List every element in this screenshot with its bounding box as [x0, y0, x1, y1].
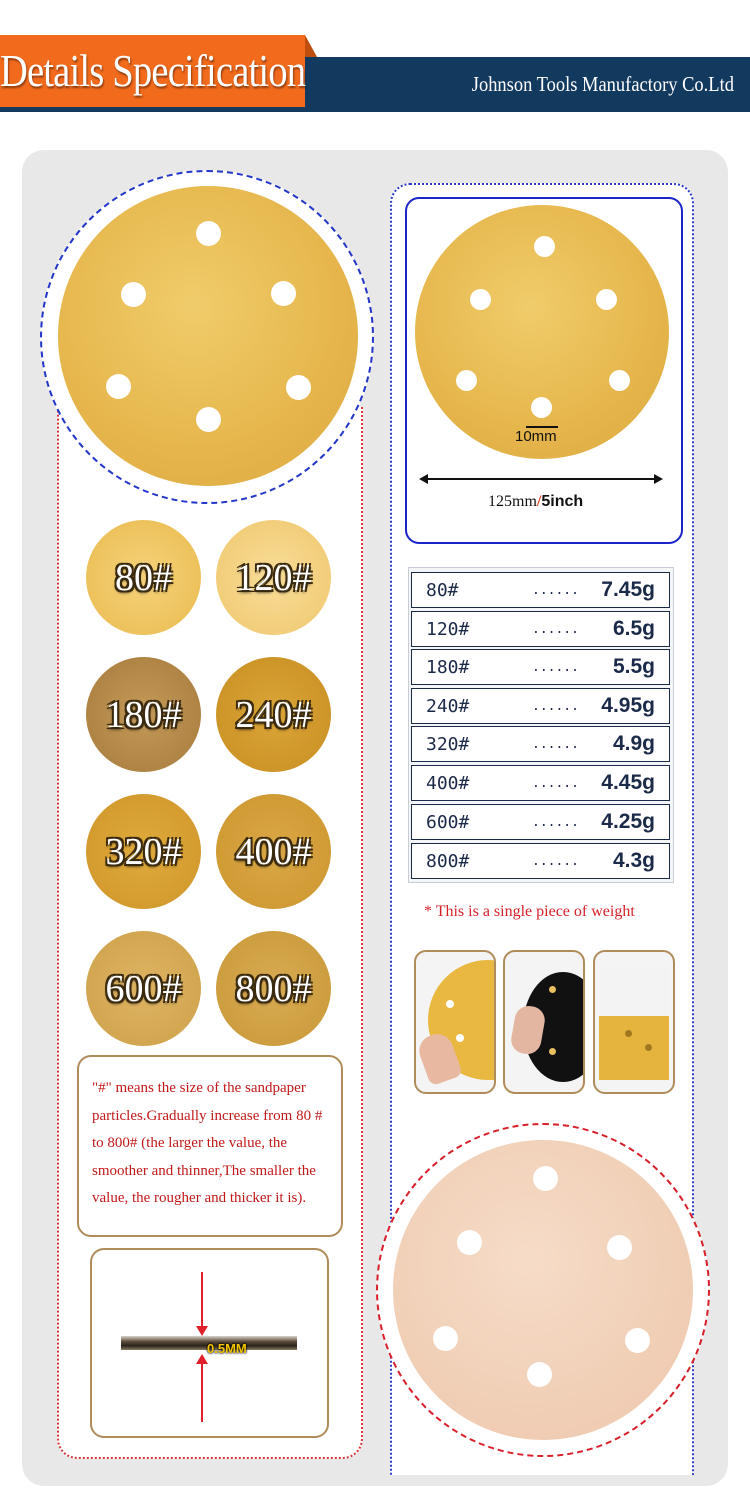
table-row — [411, 572, 670, 608]
weight-value: 4.9g — [612, 732, 655, 755]
disc-hole — [456, 1034, 464, 1042]
page-title: Details Specification — [0, 46, 306, 96]
disc-hole — [531, 397, 552, 418]
grit-swatch-240 — [216, 657, 331, 772]
weight-value: 4.25g — [601, 810, 655, 833]
weight-dots: ...... — [532, 582, 579, 598]
weight-dots: ...... — [532, 853, 579, 869]
diameter-mm: 125mm — [488, 493, 537, 510]
disc-hole — [645, 1044, 652, 1051]
table-row — [411, 688, 670, 724]
disc-hole — [625, 1030, 632, 1037]
photo-gold-stack — [599, 1016, 669, 1080]
grit-label: 120# — [235, 556, 312, 599]
diameter-label — [488, 493, 583, 511]
disc-hole — [456, 370, 477, 391]
grit-swatch-180 — [86, 657, 201, 772]
grit-label: 400# — [235, 830, 312, 873]
grit-swatch-800 — [216, 931, 331, 1046]
weight-value: 4.45g — [601, 771, 655, 794]
grit-swatch-80 — [86, 520, 201, 635]
weight-value: 5.5g — [612, 655, 655, 678]
table-row — [411, 843, 670, 879]
disc-hole — [549, 1048, 556, 1055]
arrow-right-icon — [654, 474, 663, 484]
disc-hole — [106, 374, 131, 399]
product-photo-backside — [503, 950, 585, 1094]
disc-hole — [446, 1000, 454, 1008]
weight-dots: ...... — [532, 736, 579, 752]
weight-grit: 800# — [426, 850, 470, 872]
arrow-left-icon — [419, 474, 428, 484]
disc-hole — [470, 289, 491, 310]
grit-label: 80# — [115, 556, 172, 599]
table-row — [411, 765, 670, 801]
disc-hole — [596, 289, 617, 310]
diameter-inch: 5inch — [541, 493, 584, 510]
company-name: Johnson Tools Manufactory Co.Ltd — [471, 72, 734, 96]
weight-dots: ...... — [532, 814, 579, 830]
disc-hole — [549, 986, 556, 993]
header-tab-fold — [305, 35, 317, 57]
weight-grit: 600# — [426, 811, 470, 833]
disc-hole — [286, 375, 311, 400]
disc-hole — [196, 221, 221, 246]
pink-disc-image — [393, 1140, 693, 1440]
weight-grit: 120# — [426, 618, 470, 640]
disc-hole — [121, 282, 146, 307]
grit-swatch-320 — [86, 794, 201, 909]
disc-hole — [609, 370, 630, 391]
weight-dots: ...... — [532, 698, 579, 714]
table-row — [411, 649, 670, 685]
weight-value: 6.5g — [612, 617, 655, 640]
product-photo-stack — [593, 950, 675, 1094]
arrow-down-icon — [196, 1326, 208, 1336]
weight-note: * This is a single piece of weight — [424, 903, 635, 920]
header-tab — [0, 35, 305, 107]
grit-label: 320# — [105, 830, 182, 873]
disc-hole — [457, 1230, 482, 1255]
weight-dots: ...... — [532, 621, 579, 637]
weight-grit: 180# — [426, 656, 470, 678]
weight-dots: ...... — [532, 775, 579, 791]
thickness-label: 0.5MM — [207, 1341, 247, 1356]
grit-label: 800# — [235, 967, 312, 1010]
thickness-arrow-top — [201, 1272, 203, 1334]
gold-disc-image — [58, 186, 358, 486]
grit-label: 180# — [105, 693, 182, 736]
grit-swatch-120 — [216, 520, 331, 635]
disc-hole — [625, 1328, 650, 1353]
table-row — [411, 611, 670, 647]
weight-grit: 80# — [426, 579, 459, 601]
disc-hole — [533, 1166, 558, 1191]
table-row — [411, 804, 670, 840]
hole-size-label: 10mm — [515, 428, 557, 445]
weight-grit: 320# — [426, 733, 470, 755]
weight-grit: 400# — [426, 772, 470, 794]
grit-swatch-400 — [216, 794, 331, 909]
grit-swatch-600 — [86, 931, 201, 1046]
thickness-arrow-bottom — [201, 1364, 203, 1422]
grit-label: 600# — [105, 967, 182, 1010]
grit-note-text: "#" means the size of the sandpaper particles.Gradually increase from 80 # to 800# (the larger the value, the smoother and thinner,The smaller the value, the rougher and thicker it is). — [92, 1080, 323, 1206]
disc-hole — [534, 236, 555, 257]
table-row — [411, 726, 670, 762]
grit-label: 240# — [235, 693, 312, 736]
disc-hole — [527, 1362, 552, 1387]
weight-dots: ...... — [532, 659, 579, 675]
disc-hole — [271, 281, 296, 306]
weight-value: 4.95g — [601, 694, 655, 717]
disc-hole — [433, 1326, 458, 1351]
disc-hole — [607, 1235, 632, 1260]
product-photo-hand — [414, 950, 496, 1094]
disc-hole — [196, 407, 221, 432]
weight-value: 4.3g — [612, 849, 655, 872]
weight-value: 7.45g — [601, 578, 655, 601]
weight-grit: 240# — [426, 695, 470, 717]
diameter-slash: / — [536, 493, 542, 510]
diameter-arrow-line — [423, 478, 659, 480]
dimension-disc-image — [415, 205, 669, 459]
